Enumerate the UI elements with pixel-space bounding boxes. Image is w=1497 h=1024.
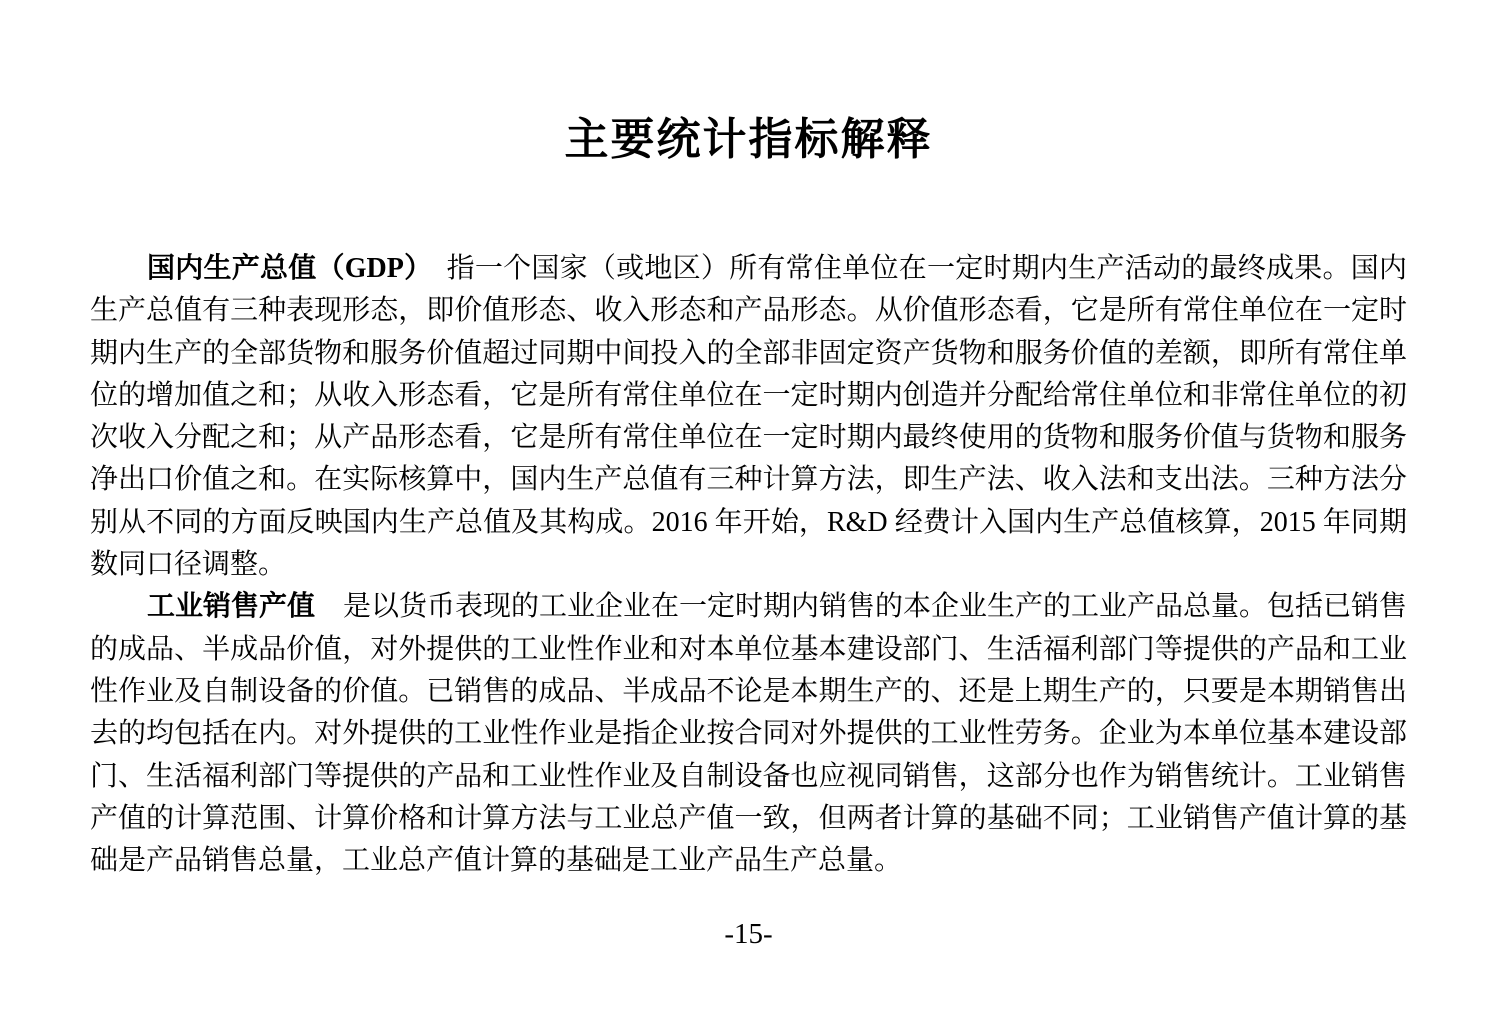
text-line: 期内生产的全部货物和服务价值超过同期中间投入的全部非固定资产货物和服务价值的差额，即所有常住单 (90, 337, 1407, 369)
text-line: 性作业及自制设备的价值。已销售的成品、半成品不论是本期生产的、还是上期生产的，只要是本期销售出 (90, 675, 1407, 707)
text-line-content: 指一个国家（或地区）所有常住单位在一定时期内生产活动的最终成果。国内 (418, 253, 1407, 284)
text-line: 数同口径调整。 (90, 549, 287, 581)
page-number: -15- (724, 918, 773, 951)
paragraph-gdp (90, 248, 1407, 586)
paragraph-industrial-sales (90, 586, 1407, 882)
term-gdp: 国内生产总值（GDP） (147, 253, 419, 284)
term-industrial-sales: 工业销售产值 (147, 591, 316, 623)
text-line: 去的均包括在内。对外提供的工业性作业是指企业按合同对外提供的工业性劳务。企业为本单位基本建设部 (90, 718, 1407, 750)
text-line: 础是产品销售总量，工业总产值计算的基础是工业产品生产总量。 (90, 845, 903, 877)
text-line: 门、生活福利部门等提供的产品和工业性作业及自制设备也应视同销售，这部分也作为销售统计。工业销售 (90, 760, 1407, 792)
text-line: 净出口价值之和。在实际核算中，国内生产总值有三种计算方法，即生产法、收入法和支出法。三种方法分 (90, 464, 1407, 496)
document-body (90, 248, 1407, 882)
text-line: 次收入分配之和；从产品形态看，它是所有常住单位在一定时期内最终使用的货物和服务价值与货物和服务 (90, 422, 1407, 454)
text-line: 的成品、半成品价值，对外提供的工业性作业和对本单位基本建设部门、生活福利部门等提供的产品和工业 (90, 633, 1407, 665)
text-line (90, 248, 1407, 290)
text-line: 产值的计算范围、计算价格和计算方法与工业总产值一致，但两者计算的基础不同；工业销售产值计算的基 (90, 802, 1407, 834)
text-line-content: 是以货币表现的工业企业在一定时期内销售的本企业生产的工业产品总量。包括已销售 (315, 591, 1408, 623)
text-line: 别从不同的方面反映国内生产总值及其构成。2016 年开始，R&D 经费计入国内生产总值核算，2015 年同期 (90, 506, 1407, 538)
text-line: 生产总值有三种表现形态，即价值形态、收入形态和产品形态。从价值形态看，它是所有常住单位在一定时 (90, 295, 1407, 327)
page-title: 主要统计指标解释 (564, 115, 933, 164)
text-line (90, 586, 1407, 628)
text-line: 位的增加值之和；从收入形态看，它是所有常住单位在一定时期内创造并分配给常住单位和非常住单位的初 (90, 379, 1407, 411)
